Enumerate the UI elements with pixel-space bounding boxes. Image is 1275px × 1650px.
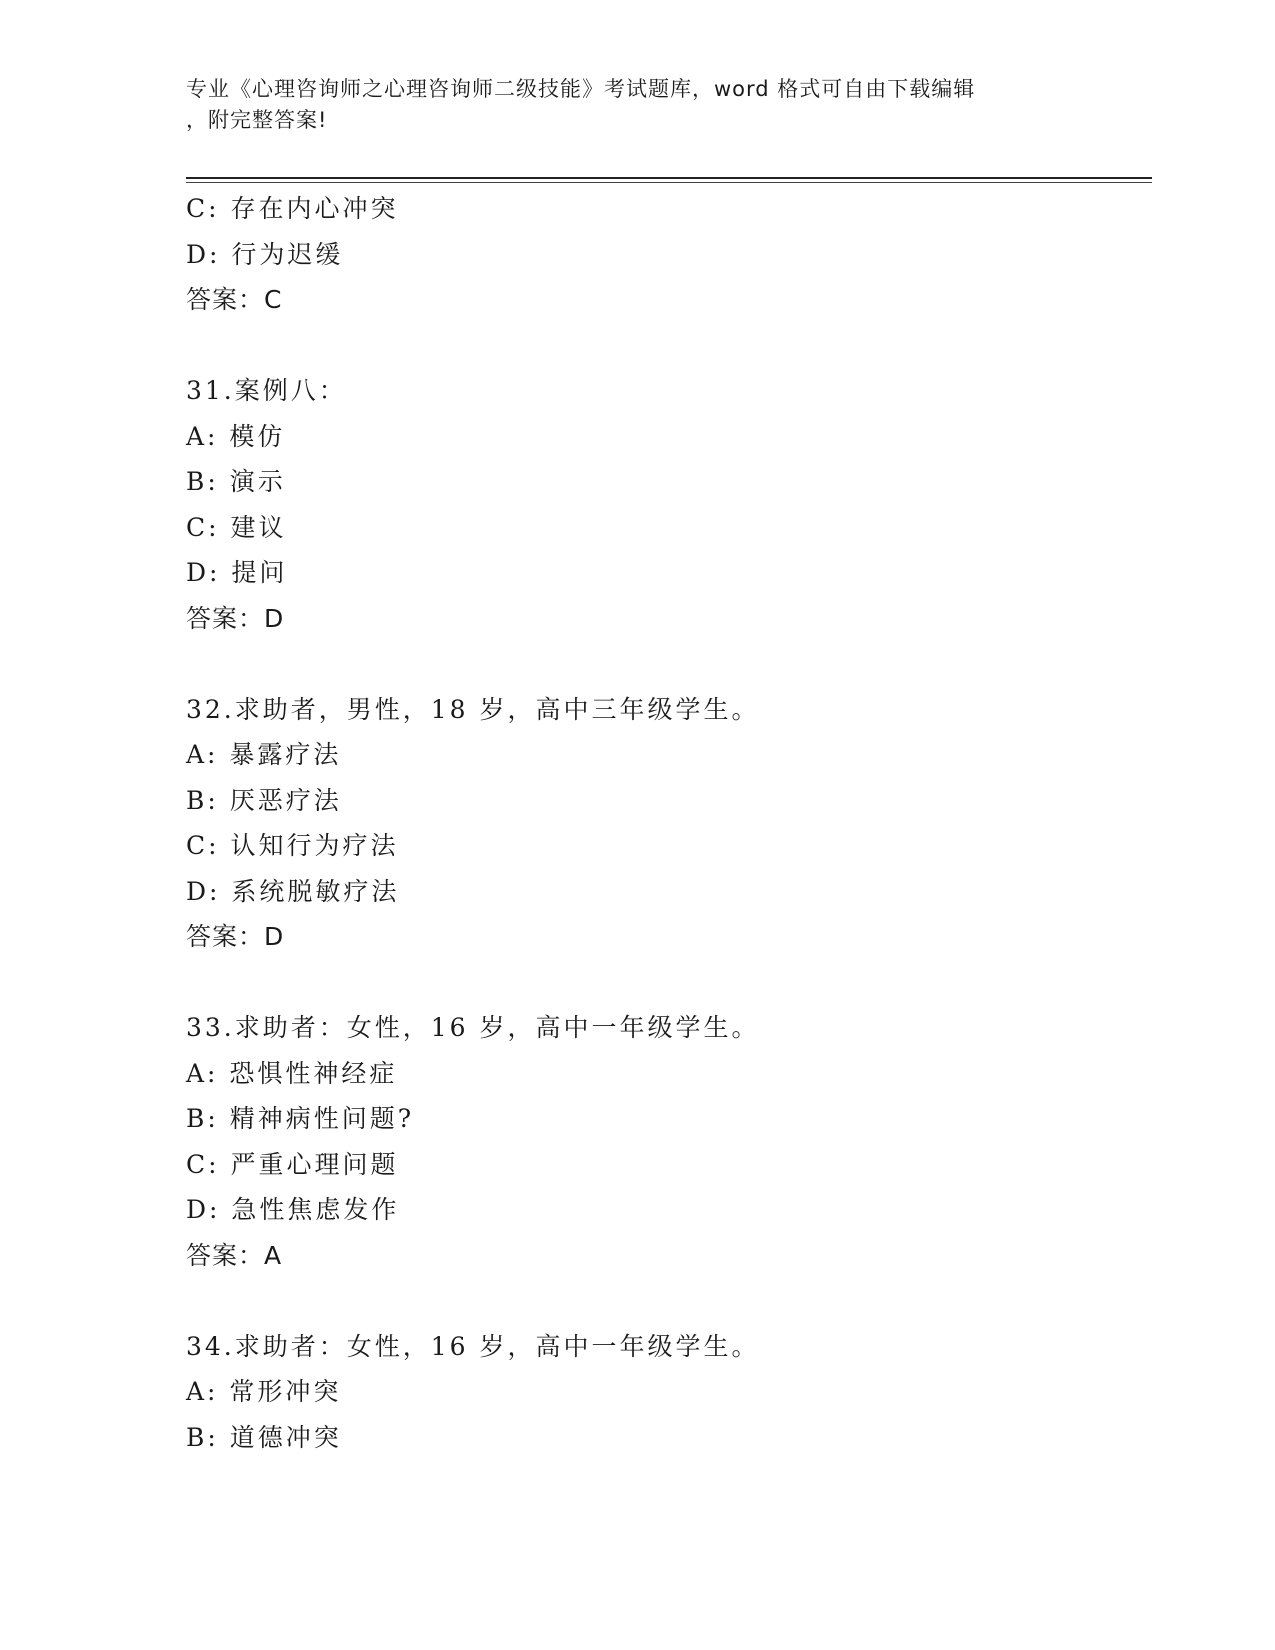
answer-option: C: 认知行为疗法 (186, 831, 399, 860)
header-line-1: 专业《心理咨询师之心理咨询师二级技能》考试题库，word 格式可自由下载编辑 (186, 77, 976, 101)
block-spacer (186, 641, 1136, 687)
answer-key: 答案：D (186, 603, 285, 633)
question-block (186, 687, 1136, 1006)
answer-option: B: 道德冲突 (186, 1422, 342, 1452)
question-stem: 33.求助者：女性，16 岁，高中一年级学生。 (186, 1013, 760, 1042)
question-stem: 32.求助者，男性，18 岁，高中三年级学生。 (186, 694, 760, 724)
header-divider-thick (186, 177, 1152, 179)
question-list (186, 186, 1136, 1460)
header-divider-thin (186, 182, 1152, 183)
block-spacer (186, 960, 1136, 1006)
header-line-2: ，附完整答案! (186, 108, 328, 132)
answer-option: D: 急性焦虑发作 (186, 1195, 400, 1224)
question-stem: 31.案例八： (186, 376, 347, 405)
answer-option: D: 行为迟缓 (186, 239, 344, 269)
block-spacer (186, 1278, 1136, 1324)
question-stem: 34.求助者：女性，16 岁，高中一年级学生。 (186, 1331, 760, 1361)
answer-option: B: 演示 (186, 467, 286, 496)
question-block (186, 1005, 1136, 1324)
answer-key: 答案：D (186, 922, 285, 951)
answer-option: D: 系统脱敏疗法 (186, 876, 400, 906)
question-block (186, 1324, 1136, 1461)
answer-option: D: 提问 (186, 558, 288, 587)
answer-option: A: 常形冲突 (186, 1377, 342, 1406)
document-header (186, 74, 1086, 136)
answer-key: 答案：A (186, 1240, 283, 1270)
answer-option: A: 恐惧性神经症 (186, 1058, 398, 1088)
question-block (186, 186, 1136, 368)
answer-option: C: 存在内心冲突 (186, 194, 399, 223)
block-spacer (186, 323, 1136, 369)
answer-key: 答案：C (186, 285, 283, 314)
answer-option: B: 精神病性问题? (186, 1104, 415, 1133)
answer-option: C: 严重心理问题 (186, 1149, 399, 1179)
answer-option: A: 模仿 (186, 421, 286, 451)
answer-option: A: 暴露疗法 (186, 740, 342, 769)
answer-option: B: 厌恶疗法 (186, 785, 342, 815)
question-block (186, 368, 1136, 687)
answer-option: C: 建议 (186, 512, 287, 542)
